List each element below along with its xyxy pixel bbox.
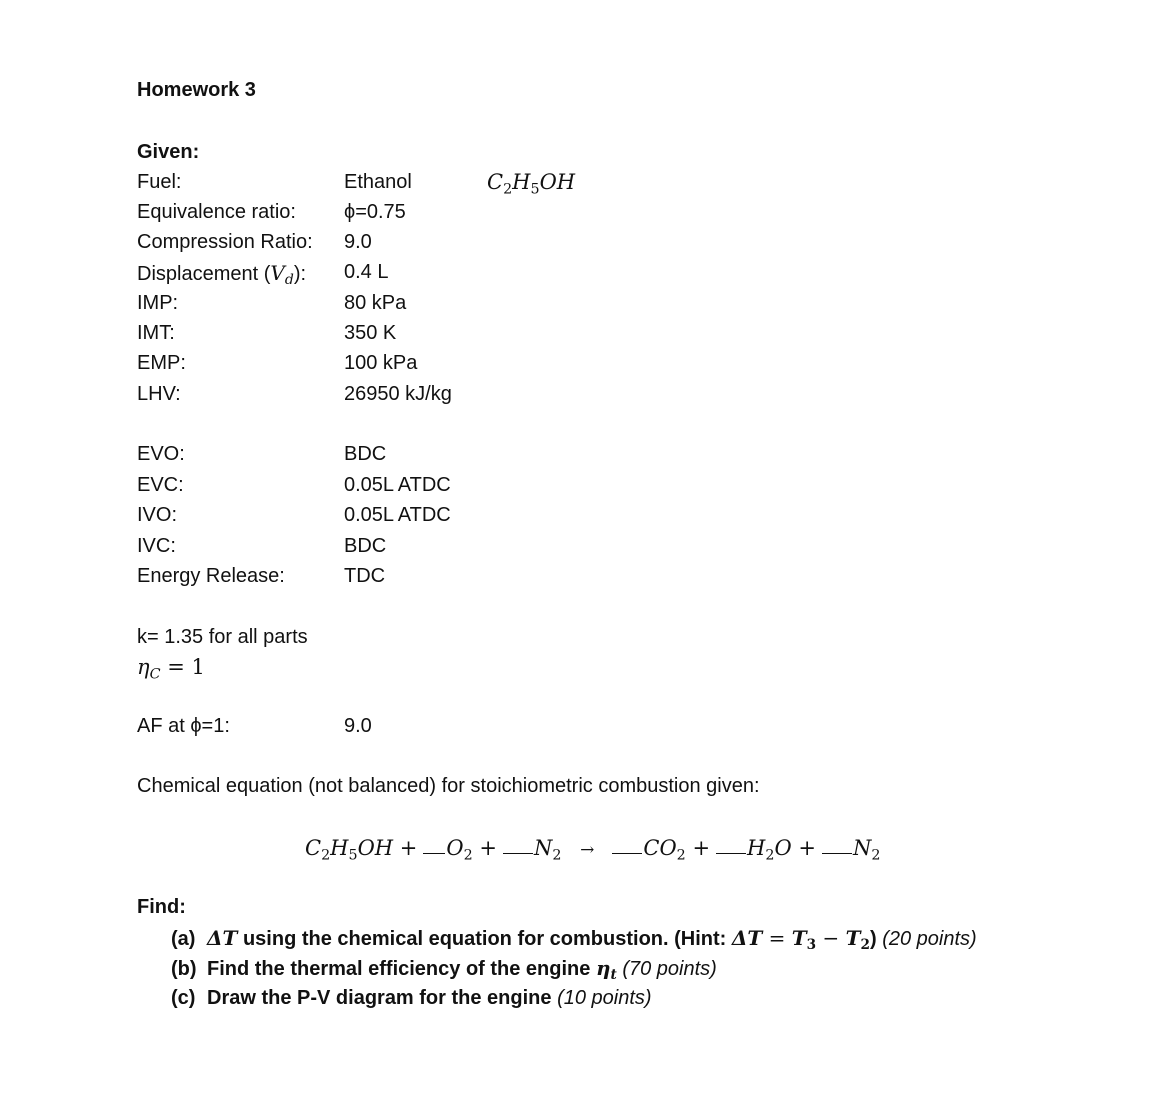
equivalence-ratio-label: Equivalence ratio:: [137, 201, 296, 223]
evo-label: EVO:: [137, 443, 185, 465]
ivc-value: BDC: [344, 535, 387, 557]
emp-label: EMP:: [137, 352, 186, 374]
fuel-formula: $C_2H_5OH$: [487, 170, 576, 198]
compression-ratio-label: Compression Ratio:: [137, 231, 313, 253]
lhv-label: LHV:: [137, 383, 181, 405]
imt-value: 350 K: [344, 322, 397, 344]
find-item-c: (c) Draw the P-V diagram for the engine (10 points): [171, 987, 652, 1009]
ivo-value: 0.05L ATDC: [344, 504, 451, 526]
lhv-value: 26950 kJ/kg: [344, 383, 452, 405]
eq-n2: $N_2$: [533, 836, 562, 864]
fuel-value: Ethanol: [344, 171, 412, 193]
ivc-label: IVC:: [137, 535, 176, 557]
eq-fuel: $C_2H_5OH$: [305, 836, 394, 864]
k-line: k= 1.35 for all parts: [137, 626, 308, 648]
eq-co2: $CO_2$: [643, 836, 686, 864]
find-item-a: (a) ΔT using the chemical equation for combustion. (Hint: $\Delta T = T_3 - T_2$) (20 points): [171, 926, 977, 954]
af-label: AF at ϕ=1:: [137, 715, 230, 737]
chem-intro: Chemical equation (not balanced) for stoichiometric combustion given:: [137, 775, 760, 797]
displacement-value: 0.4 L: [344, 261, 389, 283]
displacement-label: Displacement $(V_d)$:: [137, 261, 307, 289]
compression-ratio-value: 9.0: [344, 231, 372, 253]
eq-h2o: $H_2O$: [747, 836, 792, 864]
imp-value: 80 kPa: [344, 292, 407, 314]
energy-release-value: TDC: [344, 565, 386, 587]
eq-arrow: →: [580, 840, 595, 860]
find-heading: Find:: [137, 896, 186, 918]
af-value: 9.0: [344, 715, 372, 737]
find-item-b: (b) Find the thermal efficiency of the engine $\eta_t$ (70 points): [171, 956, 717, 984]
equivalence-ratio-value: ϕ=0.75: [344, 201, 406, 223]
energy-release-label: Energy Release:: [137, 565, 285, 587]
evo-value: BDC: [344, 443, 387, 465]
imt-label: IMT:: [137, 322, 175, 344]
ivo-label: IVO:: [137, 504, 178, 526]
fuel-label: Fuel:: [137, 171, 182, 193]
evc-label: EVC:: [137, 474, 184, 496]
given-heading: Given:: [137, 141, 200, 163]
imp-label: IMP:: [137, 292, 179, 314]
emp-value: 100 kPa: [344, 352, 418, 374]
eq-n2-product: $N_2$: [852, 836, 881, 864]
page-title: Homework 3: [137, 79, 256, 101]
eta-c-line: $\eta_C = 1$: [137, 655, 205, 683]
evc-value: 0.05L ATDC: [344, 474, 451, 496]
chemical-equation: $C_2H_5OH + O_2 + N_2 \to CO_2 + H_2O + N_2$: [305, 836, 881, 864]
eq-o2: $O_2$: [446, 836, 473, 864]
